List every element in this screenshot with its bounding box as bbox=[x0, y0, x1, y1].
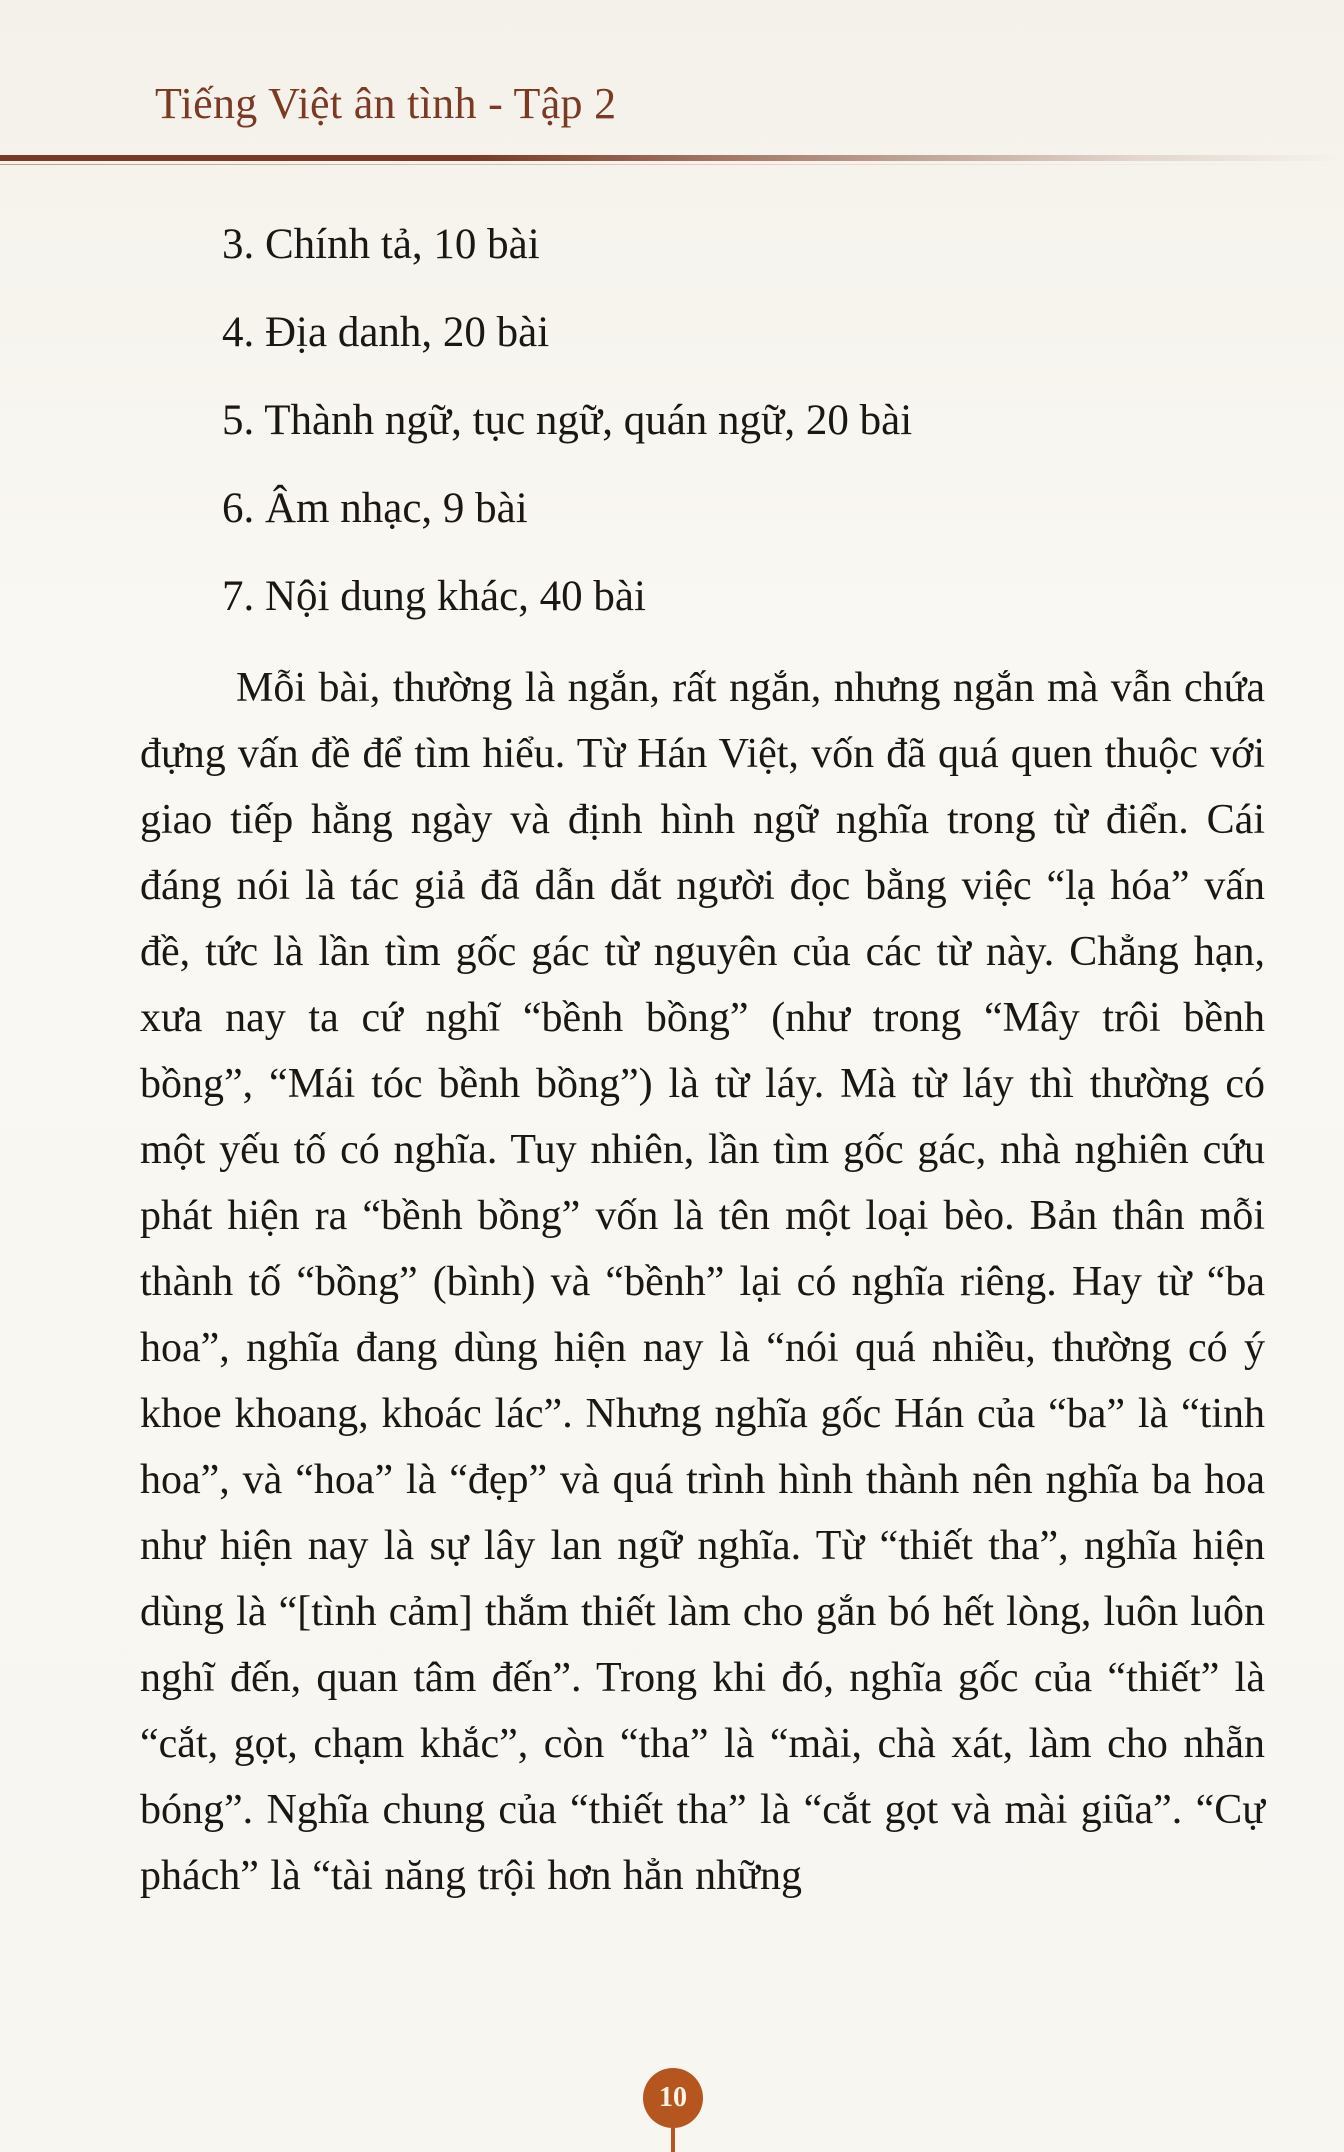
list-item: 7. Nội dung khác, 40 bài bbox=[222, 573, 646, 620]
page-number-badge bbox=[643, 2068, 703, 2128]
list-item: 5. Thành ngữ, tục ngữ, quán ngữ, 20 bài bbox=[222, 397, 913, 444]
page-number: 10 bbox=[659, 2082, 687, 2113]
body-paragraph: Mỗi bài, thường là ngắn, rất ngắn, nhưng ngắn mà vẫn chứa đựng vấn đề để tìm hiểu. Từ Hán Việt, vốn đã quá quen thuộc với giao tiếp hằng ngày và định hình ngữ nghĩa trong từ điển. Cái đáng nói là tác giả đã dẫn dắt người đọc bằng việc “lạ hóa” vấn đề, tức là lần tìm gốc gác từ nguyên của các từ này. Chẳng hạn, xưa nay ta cứ nghĩ “bềnh bồng” (như trong “Mây trôi bềnh bồng”, “Mái tóc bềnh bồng”) là từ láy. Mà từ láy thì thường có một yếu tố có nghĩa. Tuy nhiên, lần tìm gốc gác, nhà nghiên cứu phát hiện ra “bềnh bồng” vốn là tên một loại bèo. Bản thân mỗi thành tố “bồng” (bình) và “bềnh” lại có nghĩa riêng. Hay từ “ba hoa”, nghĩa đang dùng hiện nay là “nói quá nhiều, thường có ý khoe khoang, khoác lác”. Nhưng nghĩa gốc Hán của “ba” là “tinh hoa”, và “hoa” là “đẹp” và quá trình hình thành nên nghĩa ba hoa như hiện nay là sự lây lan ngữ nghĩa. Từ “thiết tha”, nghĩa hiện dùng là “[tình cảm] thắm thiết làm cho gắn bó hết lòng, luôn luôn nghĩ đến, quan tâm đến”. Trong khi đó, nghĩa gốc của “thiết” là “cắt, gọt, chạm khắc”, còn “tha” là “mài, chà xát, làm cho nhẵn bóng”. Nghĩa chung của “thiết tha” là “cắt gọt và mài giũa”. “Cự phách” là “tài năng trội hơn hẳn những bbox=[140, 665, 1265, 1899]
category-list bbox=[222, 222, 1222, 662]
list-item: 4. Địa danh, 20 bài bbox=[222, 309, 550, 356]
running-header bbox=[155, 78, 616, 138]
book-title: Tiếng Việt ân tình - Tập 2 bbox=[155, 79, 617, 128]
header-rule bbox=[0, 155, 1344, 161]
header-rule-thin bbox=[0, 164, 1344, 165]
list-item: 6. Âm nhạc, 9 bài bbox=[222, 485, 528, 532]
list-item: 3. Chính tả, 10 bài bbox=[222, 221, 540, 268]
page-number-stem bbox=[671, 2128, 675, 2152]
